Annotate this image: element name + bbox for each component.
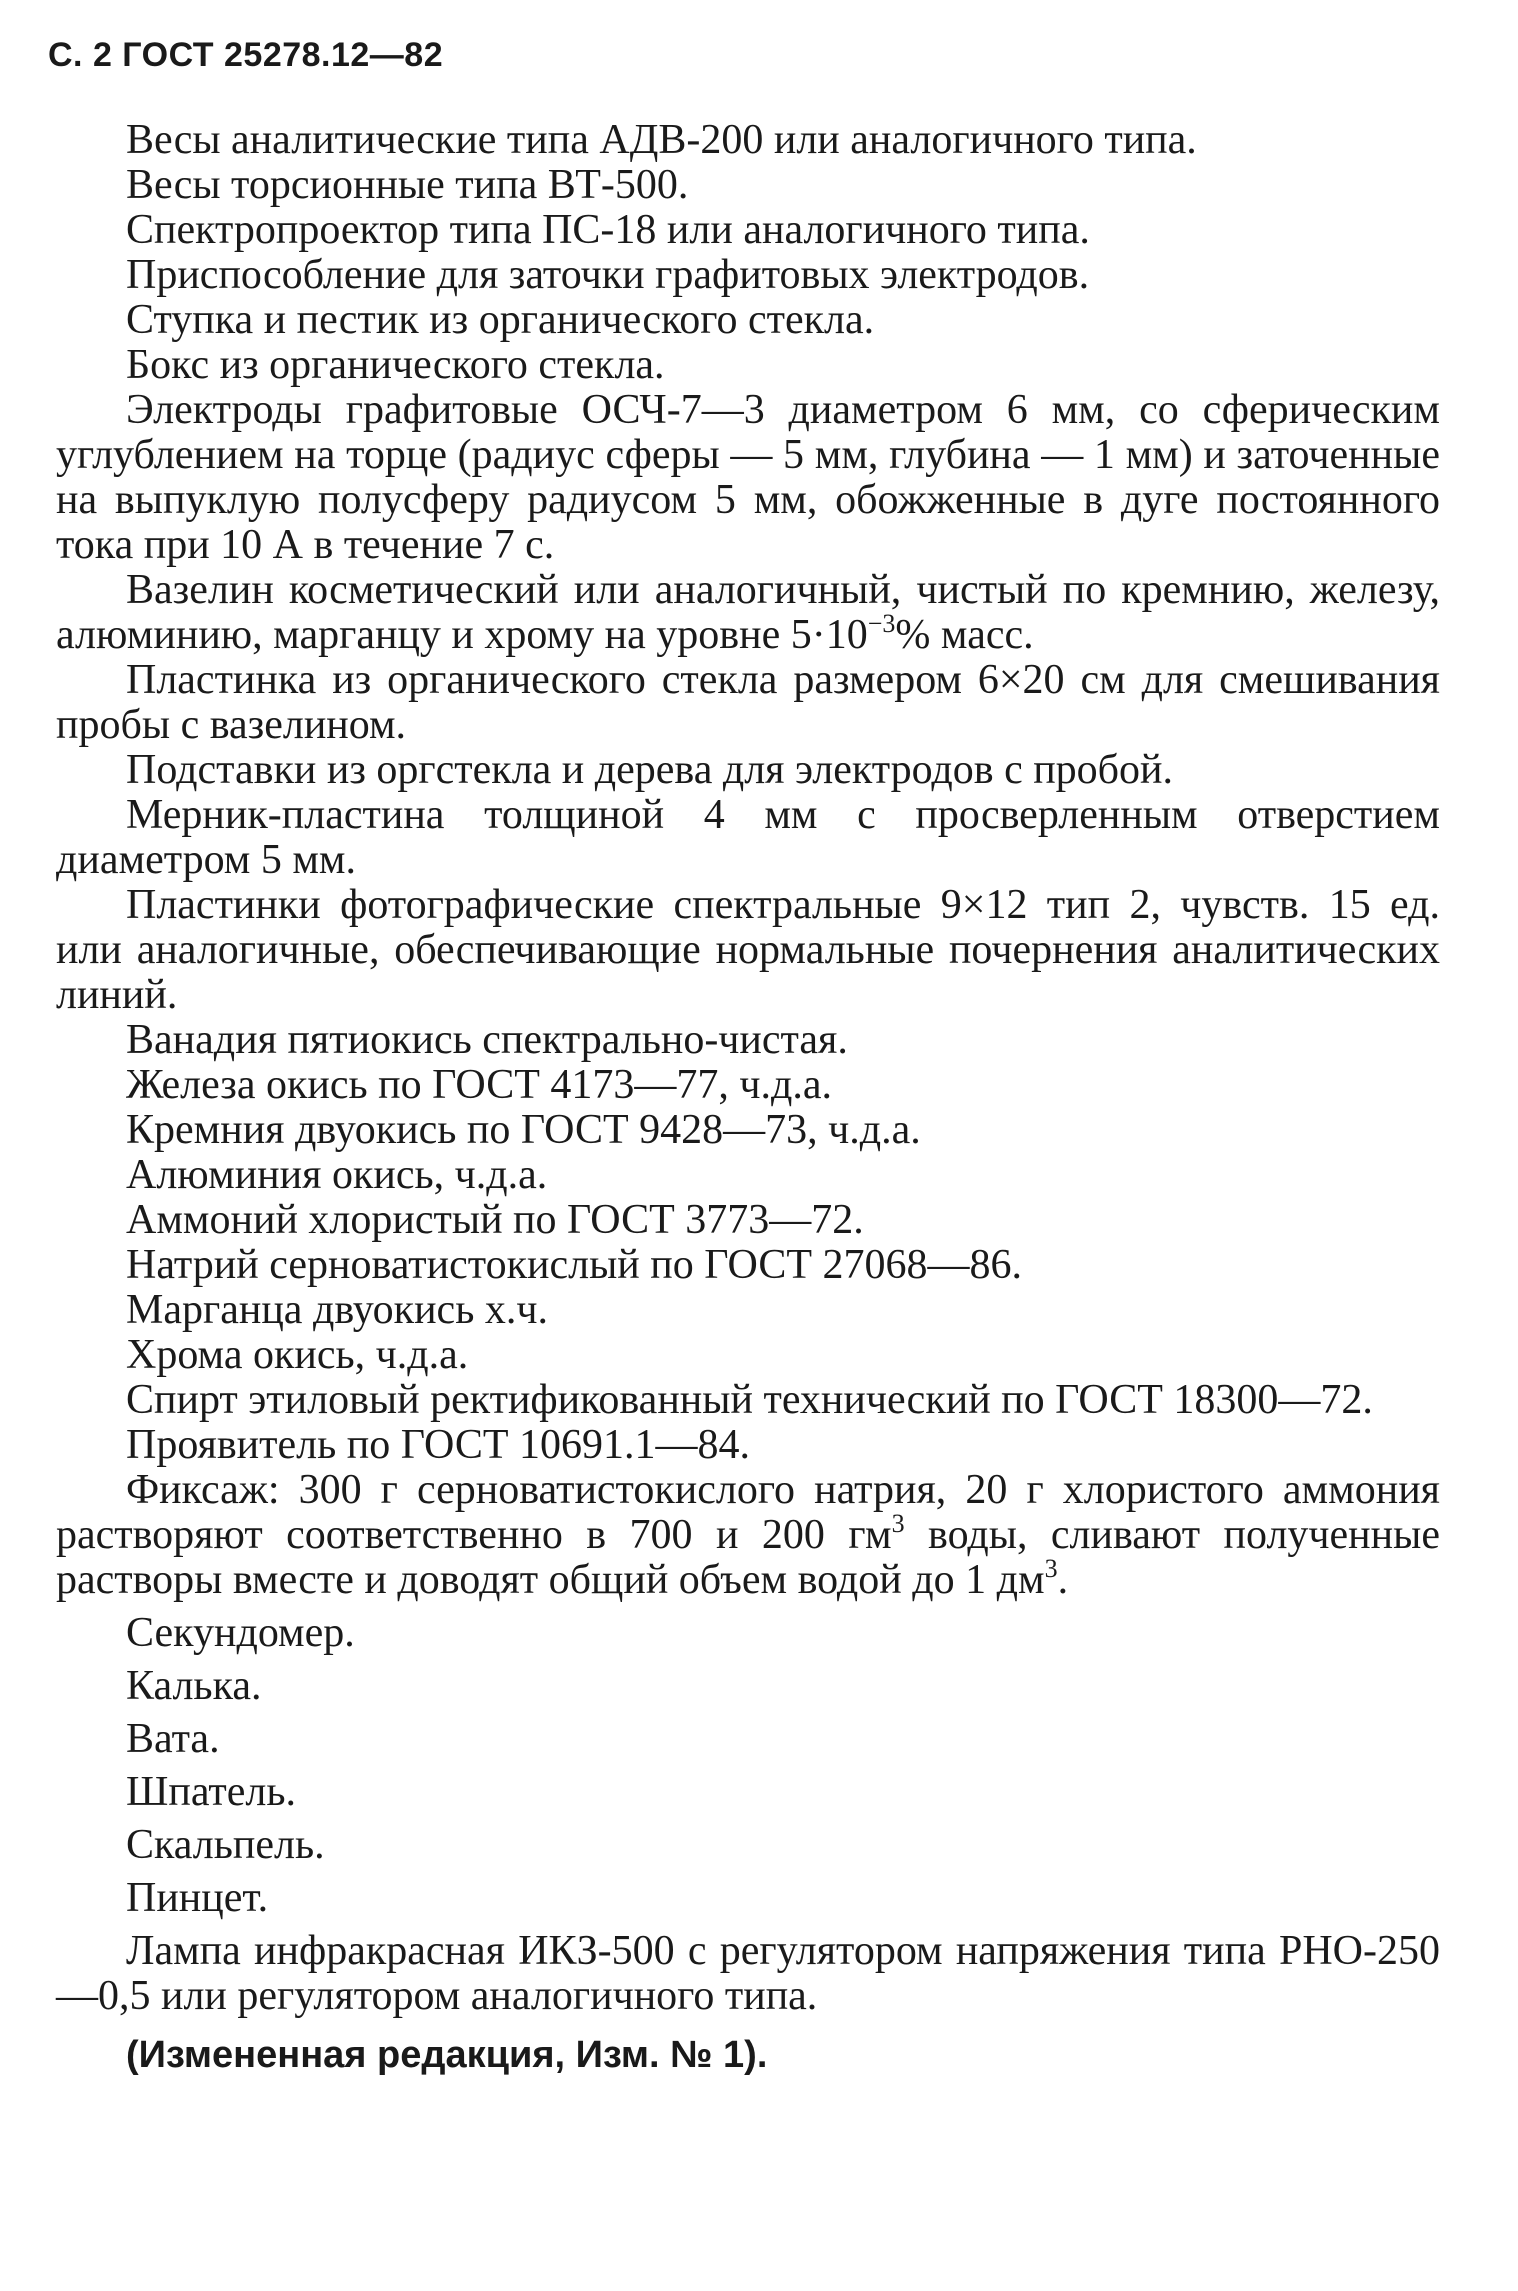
paragraph-scalpel: Скальпель.: [126, 1822, 325, 1868]
paragraph-spatula: Шпатель.: [126, 1769, 297, 1815]
paragraph-infrared-lamp: Лампа инфракрасная ИКЗ-500 с регулятором напряжения типа РНО-250—0,5 или регулятором аналогичного типа.: [56, 1928, 1440, 2019]
vaseline-exponent: −3: [867, 609, 896, 638]
paragraph-fixer: [56, 1468, 1440, 1603]
paragraph-stands: Подставки из оргстекла и дерева для электродов с пробой.: [126, 747, 1174, 793]
paragraph-spectroprojector: Спектропроектор типа ПС-18 или аналогичного типа.: [126, 207, 1090, 253]
paragraph-torsion-balance: Весы торсионные типа ВТ-500.: [126, 162, 689, 208]
page-header: С. 2 ГОСТ 25278.12—82: [48, 36, 444, 74]
paragraph-silicon-dioxide: Кремния двуокись по ГОСТ 9428—73, ч.д.а.: [126, 1107, 921, 1153]
paragraph-ammonium-chloride: Аммоний хлористый по ГОСТ 3773—72.: [126, 1197, 864, 1243]
paragraph-measuring-plate: Мерник-пластина толщиной 4 мм с просверленным отверстием диаметром 5 мм.: [56, 792, 1440, 883]
paragraph-glove-box: Бокс из органического стекла.: [126, 342, 665, 388]
paragraph-vanadium-pentoxide: Ванадия пятиокись спектрально-чистая.: [126, 1017, 848, 1063]
vaseline-tail: % масс.: [895, 612, 1034, 658]
paragraph-iron-oxide: Железа окись по ГОСТ 4173—77, ч.д.а.: [126, 1062, 833, 1108]
paragraph-graphite-electrodes: Электроды графитовые ОСЧ-7—3 диаметром 6 мм, со сферическим углублением на торце (радиус сферы — 5 мм, глубина — 1 мм) и заточенные на выпуклую полусферу радиусом 5 мм, обожженные в дуге постоянного тока при 10 А в течение 7 с.: [56, 387, 1440, 568]
fixer-part2: воды, сливают полученные растворы вместе и доводят общий объем водой до 1 дм: [56, 1512, 1440, 1603]
paragraph-tweezers: Пинцет.: [126, 1875, 269, 1921]
paragraph-developer: Проявитель по ГОСТ 10691.1—84.: [126, 1422, 750, 1468]
paragraph-analytical-balance: Весы аналитические типа АДВ-200 или аналогичного типа.: [126, 117, 1197, 163]
paragraph-sharpening-device: Приспособление для заточки графитовых электродов.: [126, 252, 1090, 298]
paragraph-sodium-thiosulfate: Натрий серноватистокислый по ГОСТ 27068—86.: [126, 1242, 1022, 1288]
fixer-part3: .: [1057, 1557, 1069, 1603]
vaseline-text: Вазелин косметический или аналогичный, чистый по кремнию, железу, алюминию, марганцу и хрому на уровне 5·10: [56, 567, 1440, 658]
document-body: [56, 118, 1440, 2078]
paragraph-photo-plates: Пластинки фотографические спектральные 9×12 тип 2, чувств. 15 ед. или аналогичные, обеспечивающие нормальные почернения аналитических линий.: [56, 882, 1440, 1018]
paragraph-chromium-oxide: Хрома окись, ч.д.а.: [126, 1332, 469, 1378]
paragraph-mortar-pestle: Ступка и пестик из органического стекла.: [126, 297, 875, 343]
fixer-superscript-1: 3: [891, 1509, 905, 1538]
paragraph-aluminium-oxide: Алюминия окись, ч.д.а.: [126, 1152, 548, 1198]
paragraph-cotton-wool: Вата.: [126, 1716, 220, 1762]
paragraph-manganese-dioxide: Марганца двуокись х.ч.: [126, 1287, 548, 1333]
fixer-part1: Фиксаж: 300 г серноватистокислого натрия, 20 г хлористого аммония растворяют соответственно в 700 и 200 гм: [56, 1467, 1440, 1558]
paragraph-plate-plexiglass: Пластинка из органического стекла размером 6×20 см для смешивания пробы с вазелином.: [56, 657, 1440, 748]
paragraph-stopwatch: Секундомер.: [126, 1610, 355, 1656]
amendment-note: (Измененная редакция, Изм. № 1).: [126, 2034, 768, 2076]
paragraph-ethyl-alcohol: Спирт этиловый ректификованный технический по ГОСТ 18300—72.: [126, 1377, 1373, 1423]
paragraph-tracing-paper: Калька.: [126, 1663, 262, 1709]
paragraph-vaseline: [56, 568, 1440, 658]
fixer-superscript-2: 3: [1044, 1554, 1058, 1583]
